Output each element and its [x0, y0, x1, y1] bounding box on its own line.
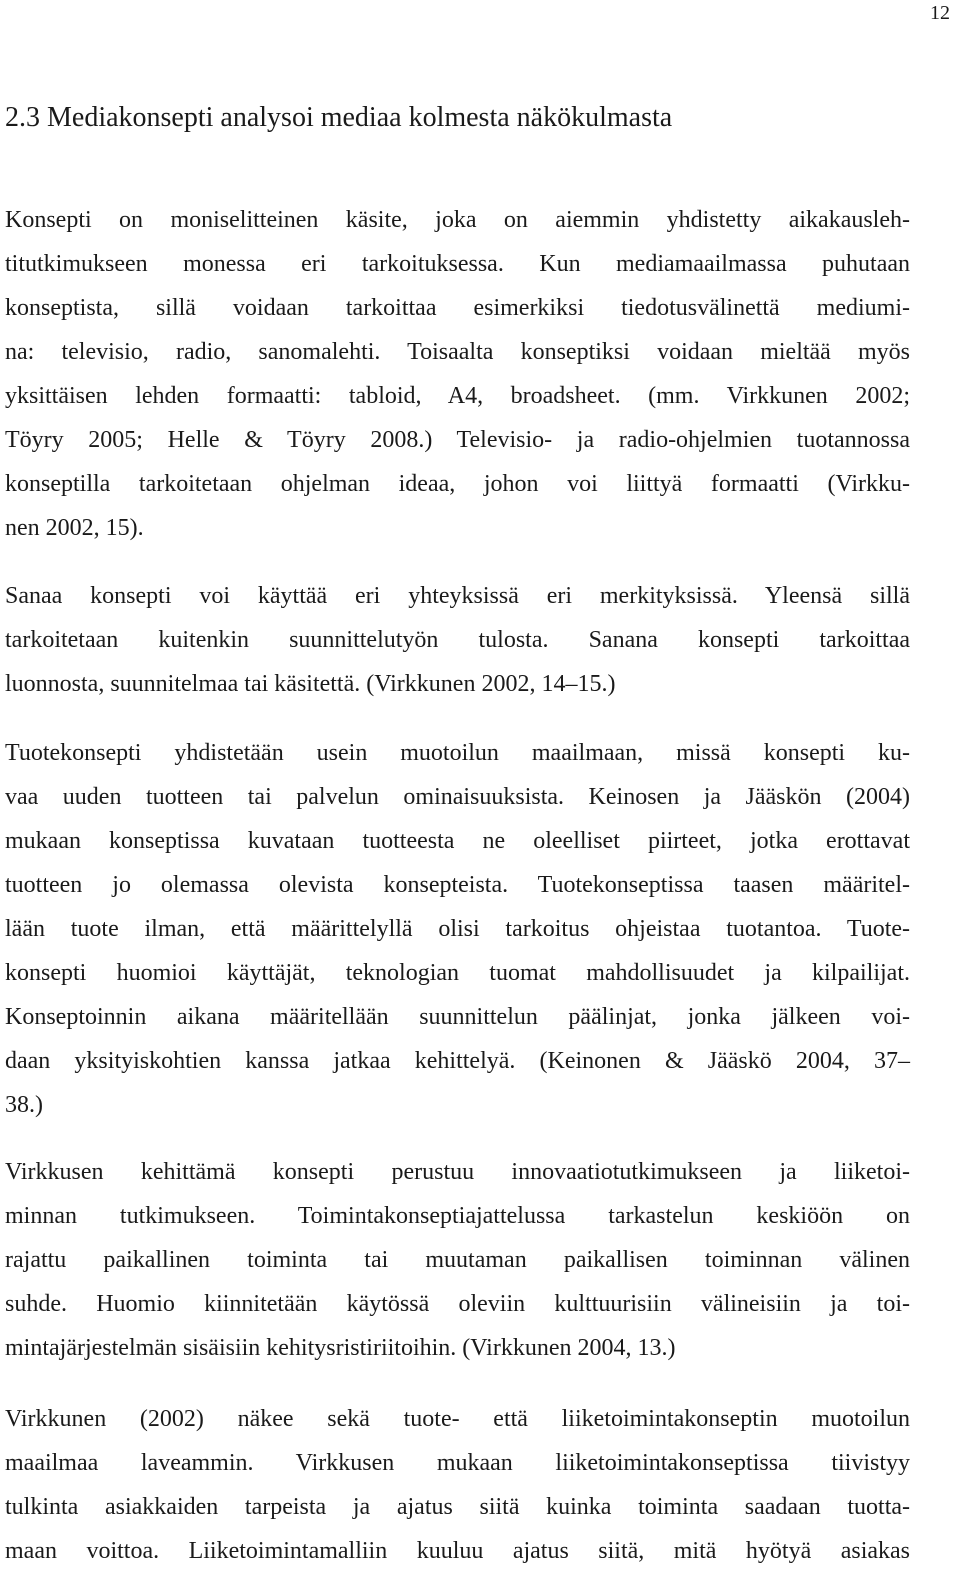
text-line: Töyry 2005; Helle & Töyry 2008.) Televisio- ja radio-ohjelmien tuotannossa	[5, 427, 910, 453]
text-line: rajattu paikallinen toiminta tai muutaman paikallisen toiminnan välinen	[5, 1247, 910, 1273]
text-line: Konsepti on moniselitteinen käsite, joka on aiemmin yhdistetty aikakausleh-	[5, 207, 910, 233]
section-heading: 2.3 Mediakonsepti analysoi mediaa kolmesta näkökulmasta	[5, 102, 673, 133]
text-line: tulkinta asiakkaiden tarpeista ja ajatus siitä kuinka toiminta saadaan tuotta-	[5, 1494, 910, 1520]
text-line: konseptilla tarkoitetaan ohjelman ideaa, johon voi liittyä formaatti (Virkku-	[5, 471, 910, 497]
text-line: maailmaa laveammin. Virkkusen mukaan liiketoimintakonseptissa tiivistyy	[5, 1450, 910, 1476]
text-line: nen 2002, 15).	[5, 515, 144, 541]
text-line: na: televisio, radio, sanomalehti. Toisaalta konseptiksi voidaan mieltää myös	[5, 339, 910, 365]
text-line: tuotteen jo olemassa olevista konsepteista. Tuotekonseptissa taasen määritel-	[5, 872, 910, 898]
text-line: mukaan konseptissa kuvataan tuotteesta ne oleelliset piirteet, jotka erottavat	[5, 828, 910, 854]
paragraph-2	[5, 574, 910, 706]
text-line: luonnosta, suunnitelmaa tai käsitettä. (Virkkunen 2002, 14–15.)	[5, 671, 616, 697]
paragraph-3	[5, 731, 910, 1127]
text-line: maan voittoa. Liiketoimintamalliin kuuluu ajatus siitä, mitä hyötyä asiakas	[5, 1538, 910, 1564]
page-number: 12	[930, 2, 950, 24]
text-line: titutkimukseen monessa eri tarkoituksessa. Kun mediamaailmassa puhutaan	[5, 251, 910, 277]
paragraph-4	[5, 1150, 910, 1370]
text-line: lään tuote ilman, että määrittelyllä olisi tarkoitus ohjeistaa tuotantoa. Tuote-	[5, 916, 910, 942]
text-line: mintajärjestelmän sisäisiin kehitysristiriitoihin. (Virkkunen 2004, 13.)	[5, 1335, 676, 1361]
text-line: Tuotekonsepti yhdistetään usein muotoilun maailmaan, missä konsepti ku-	[5, 740, 910, 766]
text-line: Virkkusen kehittämä konsepti perustuu innovaatiotutkimukseen ja liiketoi-	[5, 1159, 910, 1185]
text-line: daan yksityiskohtien kanssa jatkaa kehittelyä. (Keinonen & Jääskö 2004, 37–	[5, 1048, 910, 1074]
paragraph-1	[5, 198, 910, 550]
text-line: konsepti huomioi käyttäjät, teknologian tuomat mahdollisuudet ja kilpailijat.	[5, 960, 910, 986]
text-line: vaa uuden tuotteen tai palvelun ominaisuuksista. Keinosen ja Jääskön (2004)	[5, 784, 910, 810]
text-line: konseptista, sillä voidaan tarkoittaa esimerkiksi tiedotusvälinettä mediumi-	[5, 295, 910, 321]
text-line: Sanaa konsepti voi käyttää eri yhteyksissä eri merkityksissä. Yleensä sillä	[5, 583, 910, 609]
text-line: tarkoitetaan kuitenkin suunnittelutyön tulosta. Sanana konsepti tarkoittaa	[5, 627, 910, 653]
text-line: Konseptoinnin aikana määritellään suunnittelun päälinjat, jonka jälkeen voi-	[5, 1004, 910, 1030]
text-line: 38.)	[5, 1092, 43, 1118]
text-line: Virkkunen (2002) näkee sekä tuote- että liiketoimintakonseptin muotoilun	[5, 1406, 910, 1432]
text-line: suhde. Huomio kiinnitetään käytössä oleviin kulttuurisiin välineisiin ja toi-	[5, 1291, 910, 1317]
text-line: minnan tutkimukseen. Toimintakonseptiajattelussa tarkastelun keskiöön on	[5, 1203, 910, 1229]
text-line: yksittäisen lehden formaatti: tabloid, A4, broadsheet. (mm. Virkkunen 2002;	[5, 383, 910, 409]
paragraph-5	[5, 1397, 910, 1573]
